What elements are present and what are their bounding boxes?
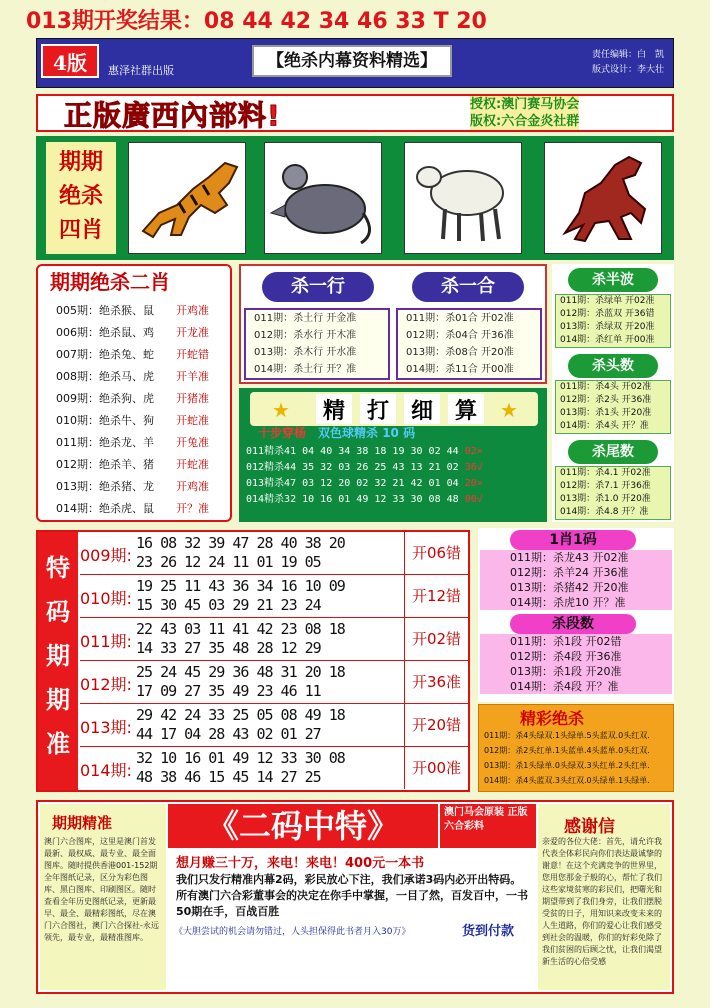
erma-side: 澳门马会原装 正版六合彩料 bbox=[440, 804, 536, 848]
jingda-sub1: 十步穿杨 bbox=[258, 426, 307, 440]
result: 开羊准 bbox=[176, 370, 209, 383]
segment-list bbox=[480, 634, 672, 694]
tema-label-char: 准 bbox=[46, 730, 70, 758]
numbers-line-1: 16 08 32 39 47 28 40 38 20 bbox=[136, 534, 345, 552]
one-code-title: 1肖1码 bbox=[510, 530, 636, 550]
period: 011期: bbox=[80, 632, 132, 651]
result: 开猪准 bbox=[176, 392, 209, 405]
jingda-subtitle bbox=[258, 424, 415, 441]
list-item: 012期：杀2头红单.1头蓝单.4头蓝单.0头红双. bbox=[484, 746, 650, 755]
cash-on-delivery: 货到付款 bbox=[462, 924, 515, 939]
tail-title: 杀尾数 bbox=[568, 440, 658, 464]
numbers bbox=[136, 620, 404, 658]
result: 20× bbox=[464, 478, 483, 489]
editor-credits bbox=[592, 48, 664, 78]
list-item: 012期：杀羊24 开36准 bbox=[510, 566, 629, 579]
erma-title: 《二码中特》 bbox=[168, 804, 438, 848]
numbers-line-2: 15 30 45 03 29 21 23 24 bbox=[136, 596, 321, 614]
authorization bbox=[470, 96, 579, 130]
period: 012期：绝杀羊、猪 bbox=[56, 458, 154, 471]
table-row bbox=[80, 661, 468, 704]
numbers bbox=[136, 577, 404, 615]
result: 开36准 bbox=[404, 661, 468, 703]
list-item: 013期：杀木行 开水准 bbox=[254, 347, 357, 358]
result: 00√ bbox=[464, 494, 483, 505]
list-item: 011期：杀土行 开金准 bbox=[254, 313, 357, 324]
result: 开20错 bbox=[404, 704, 468, 746]
list-item: 011期：杀4头 开02准 bbox=[560, 382, 652, 392]
period: 013期: bbox=[80, 718, 132, 737]
auth-line-1: 授权:澳门赛马协会 bbox=[470, 97, 580, 112]
zodiac-label bbox=[46, 142, 116, 254]
thanks-body: 亲爱的各位大佬：首先，请允许我代表全体彩民向你们表达最诚挚的谢意！在这个充满竞争的世界里，您用您那金子般的心，帮忙了我们这些家境贫寒的彩民们，把曙光和期望带到了我们身旁，让我们摆脱受贫的日子，用知识来改变未来的人生道路，你们的爱心让我们感受到社会的温暖，你们的好彩免除了我们贫困的后顾之忧，让我们渴望新生活的心倍受感 bbox=[542, 837, 662, 966]
numbers bbox=[136, 534, 404, 572]
list-item: 013期：杀08合 开20准 bbox=[406, 347, 514, 358]
list-item: 013期：杀1.0 开20准 bbox=[560, 494, 651, 504]
list-item bbox=[56, 478, 209, 494]
list-item: 013期：杀1段 开20准 bbox=[510, 665, 622, 678]
list-item: 011期：杀01合 开02准 bbox=[406, 313, 514, 324]
qqjz-body: 澳门六合图库，这里是澳门首发最新、最权威、最专业、最全面图库。随时提供香港001-152期全年图纸记录，区分为彩色图库、黑白图库、印刷图区。随时查看全年历史图纸记录，更新最早、最全、最精彩图纸，尽在澳门六合图社，澳门六合探社-永远领先，最专业，最精准图库。 bbox=[44, 837, 159, 942]
period: 005期：绝杀猴、鼠 bbox=[56, 304, 154, 317]
list-item: 012期：杀04合 开36准 bbox=[406, 330, 514, 341]
thanks-title: 感谢信 bbox=[564, 817, 615, 837]
numbers-line-1: 19 25 11 43 36 34 16 10 09 bbox=[136, 577, 345, 595]
numbers-line-2: 23 26 12 24 11 01 19 05 bbox=[136, 553, 321, 571]
numbers: 014精杀32 10 16 01 49 12 33 30 08 48 bbox=[246, 494, 459, 505]
list-item bbox=[56, 434, 209, 450]
result: 36√ bbox=[464, 462, 483, 473]
kill-sum-title: 杀一合 bbox=[412, 272, 524, 302]
result: 开龙准 bbox=[176, 326, 209, 339]
numbers-line-1: 22 43 03 11 41 42 23 08 18 bbox=[136, 620, 345, 638]
tail-list bbox=[555, 466, 671, 520]
jingda-char: 精 bbox=[316, 394, 352, 424]
jingcai-title: 精彩绝杀 bbox=[520, 709, 585, 728]
kill-line-list bbox=[244, 308, 390, 380]
list-item bbox=[56, 390, 209, 406]
jingda-sub2: 双色球精杀 10 码 bbox=[318, 426, 416, 440]
period: 010期: bbox=[80, 589, 132, 608]
tema-label-char: 期 bbox=[46, 642, 70, 670]
period: 007期：绝杀兔、蛇 bbox=[56, 348, 154, 361]
table-row bbox=[80, 575, 468, 618]
list-item: 012期：杀蓝双 开36错 bbox=[560, 309, 655, 319]
zodiac-label-2: 绝杀 bbox=[58, 184, 103, 209]
list-item bbox=[56, 456, 209, 472]
list-item: 014期：杀4头蓝双.3头红双.0头绿单.1头绿单. bbox=[484, 776, 650, 785]
kill-two-title: 期期绝杀二肖 bbox=[50, 270, 170, 294]
numbers-line-2: 17 09 27 35 49 23 46 11 bbox=[136, 682, 321, 700]
list-item: 012期：杀7.1 开36准 bbox=[560, 481, 651, 491]
tema-label-char: 特 bbox=[46, 554, 70, 582]
numbers-line-2: 48 38 46 15 45 14 27 25 bbox=[136, 768, 321, 786]
numbers-line-1: 29 42 24 33 25 05 08 49 18 bbox=[136, 706, 345, 724]
edition-badge: 4版 bbox=[41, 44, 99, 78]
tema-label bbox=[38, 532, 78, 790]
list-item: 012期：杀4段 开36准 bbox=[510, 650, 622, 663]
numbers-line-2: 44 17 04 28 43 02 01 27 bbox=[136, 725, 321, 743]
result: 开02错 bbox=[404, 618, 468, 660]
masthead-title: 【绝杀内幕资料精选】 bbox=[252, 45, 452, 77]
period: 009期: bbox=[80, 546, 132, 565]
list-item bbox=[246, 474, 483, 489]
period: 014期: bbox=[80, 761, 132, 780]
table-row bbox=[80, 747, 468, 790]
star-icon: ★ bbox=[272, 398, 290, 422]
one-code-list bbox=[480, 550, 672, 610]
table-row bbox=[80, 704, 468, 747]
jingda-char: 细 bbox=[404, 394, 440, 424]
head-list bbox=[555, 380, 671, 434]
sheep-icon bbox=[404, 142, 522, 254]
list-item: 013期：杀绿双 开20准 bbox=[560, 322, 655, 332]
period: 012期: bbox=[80, 675, 132, 694]
result: 开兔准 bbox=[176, 436, 209, 449]
tema-label-char: 期 bbox=[46, 686, 70, 714]
half-wave-list bbox=[555, 294, 671, 348]
result: 开00准 bbox=[404, 747, 468, 789]
list-item: 013期：杀1头 开20准 bbox=[560, 408, 652, 418]
result: 开？准 bbox=[176, 502, 209, 515]
list-item bbox=[246, 442, 483, 457]
list-item bbox=[56, 368, 209, 384]
rat-icon bbox=[264, 142, 382, 254]
result: 开06错 bbox=[404, 532, 468, 574]
half-wave-title: 杀半波 bbox=[568, 268, 658, 292]
list-item: 011期：杀1段 开02错 bbox=[510, 635, 622, 648]
period: 010期：绝杀牛、狗 bbox=[56, 414, 154, 427]
list-item: 014期：杀4头 开？准 bbox=[560, 421, 649, 431]
list-item bbox=[56, 302, 209, 318]
publisher: 惠泽社群出版 bbox=[108, 64, 174, 77]
period: 009期：绝杀狗、虎 bbox=[56, 392, 154, 405]
result: 02× bbox=[464, 446, 483, 457]
list-item bbox=[56, 324, 209, 340]
editor: 责任编辑：白 凯 bbox=[592, 50, 665, 60]
result: 开鸡准 bbox=[176, 480, 209, 493]
period: 014期：绝杀虎、鼠 bbox=[56, 502, 154, 515]
numbers: 011精杀41 04 40 34 38 18 19 30 02 44 bbox=[246, 446, 459, 457]
list-item: 013期：杀1头绿单.0头绿双.3头红单.2头红单. bbox=[484, 761, 650, 770]
list-item: 014期：杀土行 开？准 bbox=[254, 364, 357, 375]
table-row bbox=[80, 532, 468, 575]
jingda-char: 打 bbox=[360, 394, 396, 424]
jingda-title bbox=[250, 392, 538, 426]
list-item bbox=[56, 412, 209, 428]
designer: 版式设计：李大壮 bbox=[592, 65, 665, 75]
list-item: 012期：杀水行 开木准 bbox=[254, 330, 357, 341]
result: 开鸡准 bbox=[176, 304, 209, 317]
list-item: 014期：杀虎10 开？准 bbox=[510, 596, 626, 609]
result: 开蛇准 bbox=[176, 414, 209, 427]
jingda-char: 算 bbox=[448, 394, 484, 424]
zodiac-label-3: 四肖 bbox=[58, 218, 103, 243]
erma-body: 我们只发行精准内幕2码，彩民放心下注，我们承诺3码内必开出特码。所有澳门六合彩董事会的决定在你手中掌握，一目了然，百发百中，一书50期在手，百战百胜 bbox=[176, 873, 528, 918]
list-item bbox=[56, 346, 209, 362]
zodiac-label-1: 期期 bbox=[58, 150, 103, 175]
banner-title: 正版廣西內部料! bbox=[64, 99, 281, 132]
horse-icon bbox=[544, 142, 662, 254]
erma-subtitle: 想月赚三十万，来电！来电！400元一本书 bbox=[176, 856, 425, 871]
result: 开12错 bbox=[404, 575, 468, 617]
period: 013期：绝杀猪、龙 bbox=[56, 480, 154, 493]
result: 开蛇准 bbox=[176, 458, 209, 471]
list-item: 011期：杀龙43 开02准 bbox=[510, 551, 629, 564]
tiger-icon bbox=[128, 142, 246, 254]
list-item bbox=[246, 490, 483, 505]
draw-result-header: 013期开奖结果：08 44 42 34 46 33 T 20 bbox=[26, 9, 487, 34]
auth-line-2: 版权:六合金炎社群 bbox=[470, 114, 580, 129]
list-item: 011期：杀4.1 开02准 bbox=[560, 468, 651, 478]
list-item bbox=[246, 458, 483, 473]
numbers-line-2: 14 33 27 35 48 28 12 29 bbox=[136, 639, 321, 657]
list-item: 013期：杀猪42 开20准 bbox=[510, 581, 629, 594]
list-item: 014期：杀红单 开00准 bbox=[560, 335, 655, 345]
numbers-line-1: 32 10 16 01 49 12 33 30 08 bbox=[136, 749, 345, 767]
numbers-line-1: 25 24 45 29 36 48 31 20 18 bbox=[136, 663, 345, 681]
list-item: 014期：杀11合 开00准 bbox=[406, 364, 514, 375]
list-item: 011期：杀4头绿双.1头绿单.5头蓝双.0头红双. bbox=[484, 731, 650, 740]
head-title: 杀头数 bbox=[568, 354, 658, 378]
table-row bbox=[80, 618, 468, 661]
tema-label-char: 码 bbox=[46, 598, 70, 626]
numbers bbox=[136, 749, 404, 787]
list-item: 011期：杀绿单 开02准 bbox=[560, 296, 655, 306]
period: 006期：绝杀鼠、鸡 bbox=[56, 326, 154, 339]
period: 008期：绝杀马、虎 bbox=[56, 370, 154, 383]
list-item: 014期：杀4段 开？准 bbox=[510, 680, 619, 693]
numbers: 013精杀47 03 12 20 02 32 21 42 01 04 bbox=[246, 478, 459, 489]
numbers bbox=[136, 663, 404, 701]
period: 011期：绝杀龙、羊 bbox=[56, 436, 154, 449]
star-icon: ★ bbox=[500, 398, 518, 422]
erma-footer: 《大胆尝试的机会请勿错过，人头担保得此书者月入30万》 bbox=[174, 927, 411, 937]
kill-line-title: 杀一行 bbox=[262, 272, 374, 302]
numbers: 012精杀44 35 32 03 26 25 43 13 21 02 bbox=[246, 462, 459, 473]
qqjz-title: 期期精准 bbox=[52, 814, 113, 832]
result: 开蛇错 bbox=[176, 348, 209, 361]
list-item: 012期：杀2头 开36准 bbox=[560, 395, 652, 405]
numbers bbox=[136, 706, 404, 744]
segment-title: 杀段数 bbox=[510, 614, 636, 634]
kill-sum-list bbox=[396, 308, 542, 380]
list-item: 014期：杀4.8 开？准 bbox=[560, 507, 649, 517]
list-item bbox=[56, 500, 209, 516]
